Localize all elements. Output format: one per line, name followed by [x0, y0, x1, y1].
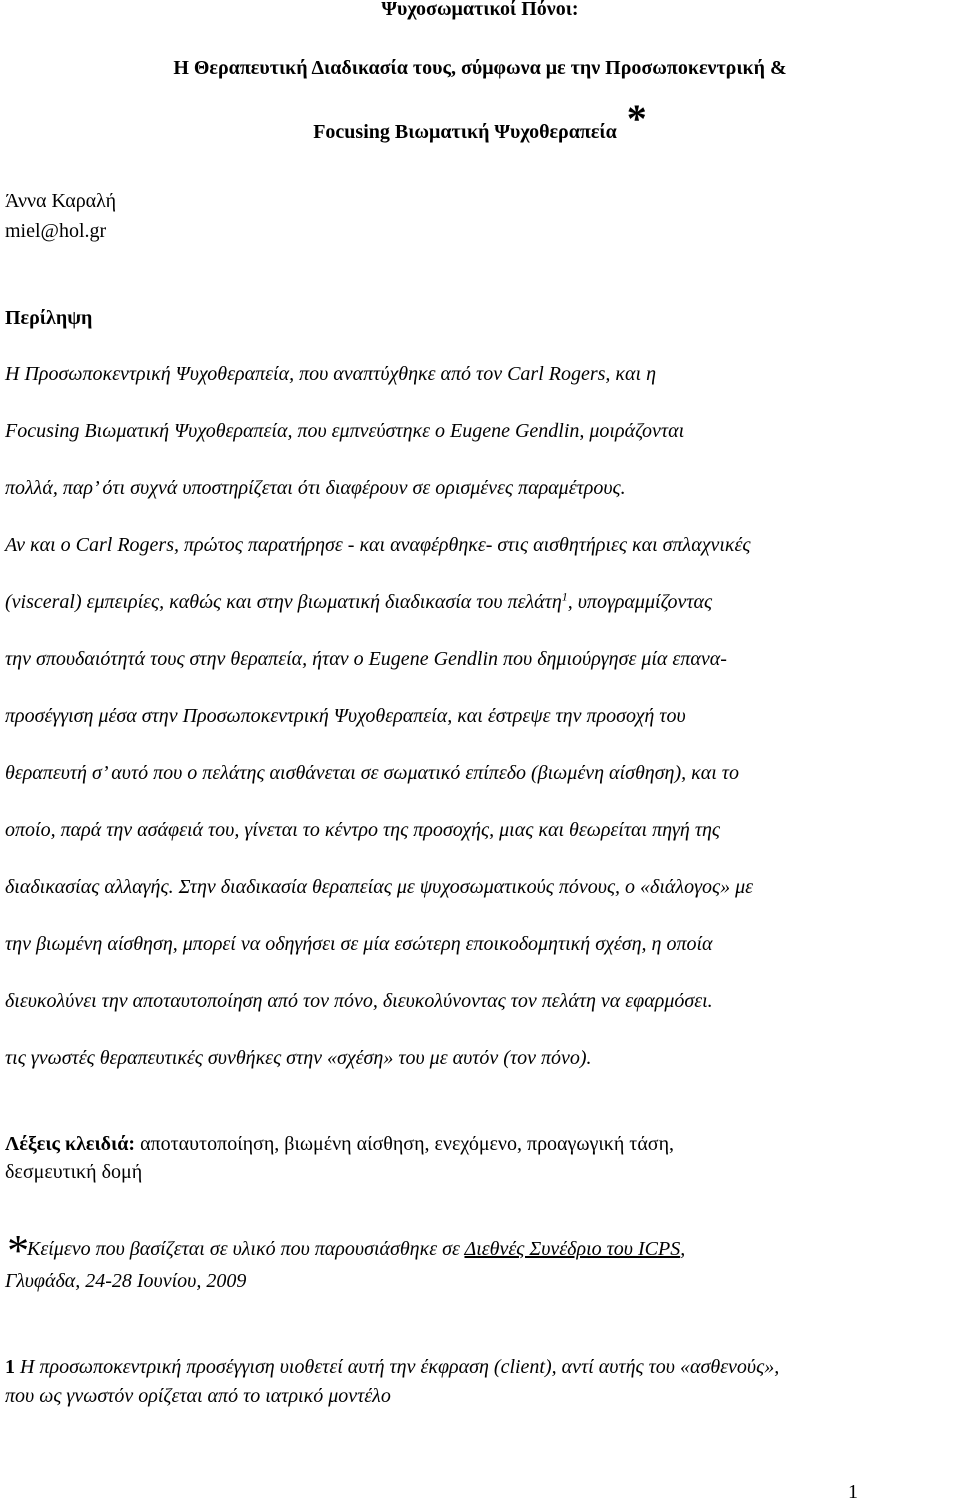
abstract-p2-line-7-tail: Στην διαδικασία θεραπείας με ψυχοσωματικούς πόνους, ο «διάλογος» με [178, 876, 753, 898]
abstract-p2-line-2-text: (visceral) εμπειρίες, καθώς και στην βιωματική διαδικασία του πελάτη [5, 591, 562, 613]
abstract-p2-line-4: προσέγγιση μέσα στην Προσωποκεντρική Ψυχοθεραπεία, και έστρεψε την προσοχή του [5, 705, 686, 727]
footnote-1-line-2: που ως γνωστόν ορίζεται από το ιατρικό μοντέλο [5, 1385, 391, 1407]
abstract-p2-line-8: την βιωμένη αίσθηση, μπορεί να οδηγήσει σε μία εσώτερη εποικοδομητική σχέση, η οποία [5, 933, 713, 955]
title-text-3: Focusing Βιωματική Ψυχοθεραπεία [313, 121, 617, 143]
abstract-p1-line-2: Focusing Βιωματική Ψυχοθεραπεία, που εμπνεύστηκε ο Eugene Gendlin, μοιράζονται [5, 420, 685, 442]
abstract-heading: Περίληψη [5, 307, 93, 329]
star-footnote-text: Κείμενο που βασίζεται σε υλικό που παρουσιάσθηκε σε [27, 1238, 465, 1260]
star-footnote-comma: , [680, 1238, 686, 1260]
footnote-ref-1[interactable]: 1 [561, 589, 568, 604]
conference-link[interactable]: Διεθνές Συνέδριο του ICPS [464, 1238, 681, 1260]
author-name: Άννα Καραλή [5, 190, 117, 212]
abstract-p2-line-7-text: διαδικασίας αλλαγής. [5, 876, 179, 898]
abstract-p2-line-6: οποίο, παρά την ασάφειά του, γίνεται το κέντρο της προσοχής, μιας και θεωρείται πηγή της [5, 819, 721, 841]
title-text-1: Ψυχοσωματικοί Πόνοι: [381, 0, 579, 20]
keywords-label: Λέξεις κλειδιά: [5, 1133, 136, 1155]
abstract-p2-line-2 [5, 591, 712, 614]
title-line-1 [0, 0, 960, 21]
footnote-1-line-1 [5, 1356, 779, 1379]
footnote-1-number: 1 [5, 1356, 15, 1378]
footnote-asterisk: * [5, 1226, 27, 1275]
keywords-line-2: δεσμευτική δομή [5, 1161, 143, 1183]
title-asterisk: * [626, 96, 647, 141]
star-footnote-line-2: Γλυφάδα, 24-28 Ιουνίου, 2009 [5, 1270, 247, 1292]
abstract-p2-line-7 [5, 876, 753, 899]
star-footnote-line-1 [5, 1226, 686, 1275]
keywords-text: αποταυτοποίηση, βιωμένη αίσθηση, ενεχόμενο, προαγωγική τάση, [135, 1133, 675, 1155]
page-number: 1 [848, 1481, 858, 1503]
abstract-p2-line-3: την σπουδαιότητά τους στην θεραπεία, ήταν ο Eugene Gendlin που δημιούργησε μία επανα- [5, 648, 727, 670]
title-text-2: Η Θεραπευτική Διαδικασία τους, σύμφωνα με την Προσωποκεντρική & [173, 57, 787, 79]
keywords-line-1 [5, 1133, 674, 1156]
abstract-p1-line-3: πολλά, παρ’ ότι συχνά υποστηρίζεται ότι διαφέρουν σε ορισμένες παραμέτρους. [5, 477, 626, 499]
abstract-p2-line-2-tail: , υπογραμμίζοντας [567, 591, 713, 613]
abstract-p2-line-9: διευκολύνει την αποταυτοποίηση από τον πόνο, διευκολύνοντας τον πελάτη να εφαρμόσει. [5, 990, 713, 1012]
abstract-p1-line-1: Η Προσωποκεντρική Ψυχοθεραπεία, που αναπτύχθηκε από τον Carl Rogers, και η [5, 363, 656, 385]
author-email: miel@hol.gr [5, 220, 107, 242]
title-line-2 [0, 57, 960, 80]
abstract-p2-line-1: Αν και ο Carl Rogers, πρώτος παρατήρησε - και αναφέρθηκε- στις αισθητήριες και σπλαχνικές [5, 534, 751, 556]
title-line-3 [0, 96, 960, 148]
footnote-1-text: Η προσωποκεντρική προσέγγιση υιοθετεί αυτή την έκφραση (client), αντί αυτής του «ασθενούς», [15, 1356, 780, 1378]
abstract-p2-line-10: τις γνωστές θεραπευτικές συνθήκες στην «σχέση» του με αυτόν (τον πόνο). [5, 1047, 592, 1069]
abstract-p2-line-5: θεραπευτή σ’ αυτό που ο πελάτης αισθάνεται σε σωματικό επίπεδο (βιωμένη αίσθηση), και το [5, 762, 739, 784]
